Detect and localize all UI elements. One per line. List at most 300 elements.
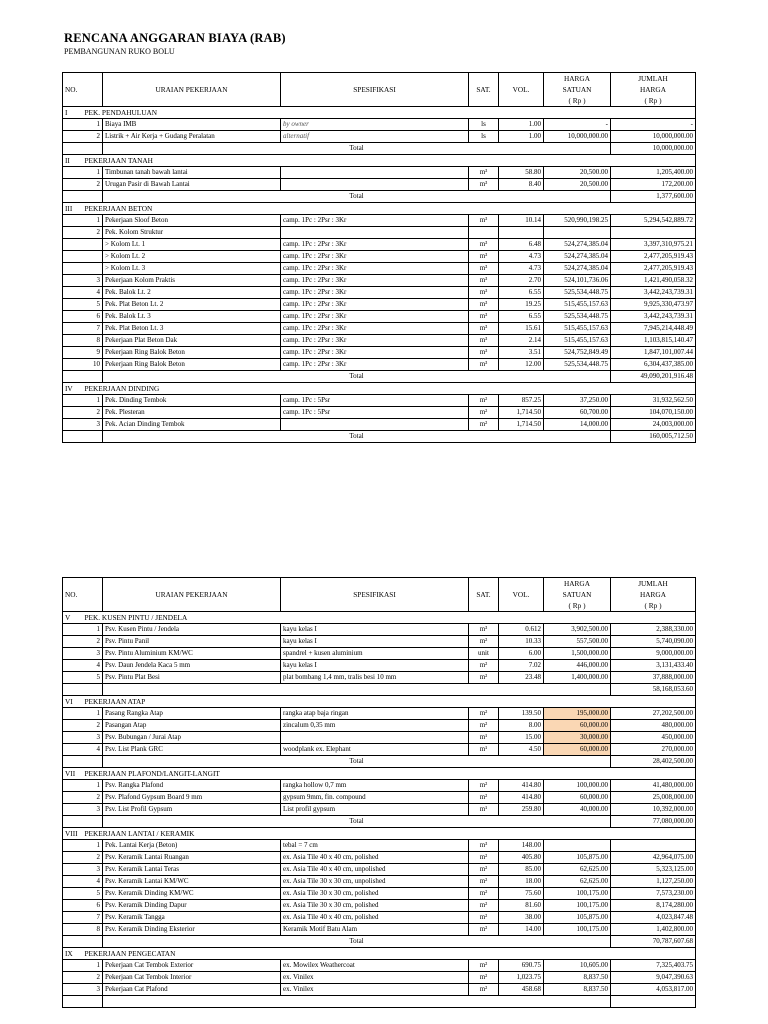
section-code: I [63, 107, 83, 119]
header-harga-line: HARGA [564, 74, 590, 83]
row-item: Psv. Keramik Dinding KM/WC [103, 888, 281, 900]
row-spec: camp. 1Pc : 2Psr : 3Kr [281, 275, 469, 287]
row-spacer [63, 660, 83, 672]
section-row [63, 612, 696, 624]
row-unit-price: 515,455,157.63 [544, 335, 611, 347]
table-row [63, 624, 696, 636]
row-spec: rangka hollow 0,7 mm [281, 780, 469, 792]
row-spacer [63, 924, 83, 936]
document-subtitle: PEMBANGUNAN RUKO BOLU [64, 47, 175, 56]
row-item: Psv. Plafond Gypsum Board 9 mm [103, 792, 281, 804]
row-unit-price: 20,500.00 [544, 167, 611, 179]
row-no: 2 [83, 972, 103, 984]
row-no: 5 [83, 672, 103, 684]
header-spesifikasi: SPESIFIKASI [281, 73, 469, 107]
row-item: Pekerjaan Sloof Beton [103, 215, 281, 227]
row-amount: 2,388,330.00 [611, 624, 696, 636]
row-unit-price: 515,455,157.63 [544, 299, 611, 311]
table-row [63, 708, 696, 720]
row-unit: m³ [469, 239, 499, 251]
table-row [63, 780, 696, 792]
row-unit: m² [469, 672, 499, 684]
row-unit: m³ [469, 347, 499, 359]
row-item: > Kolom Lt. 2 [103, 251, 281, 263]
row-item: > Kolom Lt. 1 [103, 239, 281, 251]
total-row [63, 431, 696, 443]
row-volume: 58.80 [499, 167, 544, 179]
row-volume: 75.60 [499, 888, 544, 900]
row-spacer [63, 720, 83, 732]
row-unit: m² [469, 972, 499, 984]
row-amount: 9,000,000.00 [611, 648, 696, 660]
total-row [63, 684, 696, 696]
row-unit-price: 60,700.00 [544, 407, 611, 419]
row-volume: 19.25 [499, 299, 544, 311]
row-no: 1 [83, 215, 103, 227]
row-spec: ex. Asia Tile 40 x 40 cm, polished [281, 852, 469, 864]
row-unit: m² [469, 924, 499, 936]
table-row [63, 275, 696, 287]
row-amount: 3,442,243,739.31 [611, 311, 696, 323]
row-unit-price: 60,000.00 [544, 744, 611, 756]
row-no: 3 [83, 732, 103, 744]
row-unit-price: 524,752,849.49 [544, 347, 611, 359]
header-jumlah-line: HARGA [640, 590, 666, 599]
row-item: Pekerjaan Ring Balok Beton [103, 347, 281, 359]
section-name: PEKERJAAN PENGECATAN [83, 948, 696, 960]
header-spesifikasi: SPESIFIKASI [281, 578, 469, 612]
row-unit-price [544, 840, 611, 852]
row-unit: m³ [469, 179, 499, 191]
row-spec [281, 167, 469, 179]
row-no: 4 [83, 744, 103, 756]
row-amount: 3,131,433.40 [611, 660, 696, 672]
section-row [63, 948, 696, 960]
row-volume: 4.50 [499, 744, 544, 756]
row-spec: ex. Mowilex Weathercoat [281, 960, 469, 972]
row-unit-price: 14,000.00 [544, 419, 611, 431]
row-item: Pek. Plat Beton Lt. 3 [103, 323, 281, 335]
header-sat: SAT. [469, 73, 499, 107]
row-amount: 1,205,400.00 [611, 167, 696, 179]
row-amount: 450,000.00 [611, 732, 696, 744]
row-unit-price: 195,000.00 [544, 708, 611, 720]
row-unit-price: 20,500.00 [544, 179, 611, 191]
total-row [63, 996, 696, 1008]
total-label: Total [103, 936, 611, 948]
row-amount: 7,573,230.00 [611, 888, 696, 900]
row-spec [281, 732, 469, 744]
table-row [63, 227, 696, 239]
table-row [63, 840, 696, 852]
row-no: 10 [83, 359, 103, 371]
row-item: Pek. Balok Lt. 3 [103, 311, 281, 323]
row-no: 2 [83, 720, 103, 732]
row-no: 5 [83, 299, 103, 311]
row-volume: 2.14 [499, 335, 544, 347]
row-unit-price: 62,625.00 [544, 864, 611, 876]
table-row [63, 660, 696, 672]
row-item: Pasang Rangka Atap [103, 708, 281, 720]
row-unit: ls [469, 119, 499, 131]
row-volume: 0.612 [499, 624, 544, 636]
row-unit-price: 100,175.00 [544, 888, 611, 900]
row-spec: camp. 1Pc : 2Psr : 3Kr [281, 311, 469, 323]
row-item: Pek. Plesteran [103, 407, 281, 419]
row-unit: m² [469, 780, 499, 792]
row-item: Pek. Plat Beton Lt. 2 [103, 299, 281, 311]
row-spec: camp. 1Pc : 2Psr : 3Kr [281, 347, 469, 359]
row-spacer [63, 287, 83, 299]
row-unit: m² [469, 395, 499, 407]
row-unit: m² [469, 720, 499, 732]
section-name: PEK. PENDAHULUAN [83, 107, 696, 119]
row-spacer [63, 227, 83, 239]
total-row [63, 371, 696, 383]
row-unit: m² [469, 636, 499, 648]
row-no: 7 [83, 323, 103, 335]
table-row [63, 263, 696, 275]
row-unit: m³ [469, 359, 499, 371]
row-item: Pekerjaan Plat Beton Dak [103, 335, 281, 347]
header-jumlah-line: ( Rp ) [644, 96, 662, 105]
total-row [63, 143, 696, 155]
row-unit: m³ [469, 311, 499, 323]
section-code: VIII [63, 828, 83, 840]
row-amount: 9,047,390.63 [611, 972, 696, 984]
row-spacer [63, 239, 83, 251]
row-no: 2 [83, 636, 103, 648]
row-unit-price: 8,837.50 [544, 984, 611, 996]
row-no [83, 251, 103, 263]
row-spec: ex. Vinilex [281, 984, 469, 996]
header-sat: SAT. [469, 578, 499, 612]
table-row [63, 804, 696, 816]
total-value: 28,402,500.00 [611, 756, 696, 768]
row-unit-price: - [544, 119, 611, 131]
row-amount: 42,964,075.00 [611, 852, 696, 864]
row-spec: ex. Asia Tile 30 x 30 cm, polished [281, 888, 469, 900]
row-amount: 3,442,243,739.31 [611, 287, 696, 299]
header-jumlah-harga [611, 578, 696, 612]
row-spacer [63, 804, 83, 816]
header-row [63, 73, 696, 107]
row-spec: zincalum 0,35 mm [281, 720, 469, 732]
header-harga-line: SATUAN [562, 590, 592, 599]
row-unit-price: 525,534,448.75 [544, 359, 611, 371]
row-item: Psv. Keramik Tangga [103, 912, 281, 924]
row-spacer [63, 732, 83, 744]
table-row [63, 876, 696, 888]
row-unit: ls [469, 131, 499, 143]
table-row [63, 131, 696, 143]
row-spacer [63, 335, 83, 347]
row-amount: 104,070,150.00 [611, 407, 696, 419]
row-item: Psv. Pintu Plat Besi [103, 672, 281, 684]
header-jumlah-line: JUMLAH [638, 74, 668, 83]
row-volume: 15.61 [499, 323, 544, 335]
row-volume: 10.14 [499, 215, 544, 227]
row-unit-price: 525,534,448.75 [544, 287, 611, 299]
row-amount: 27,202,500.00 [611, 708, 696, 720]
row-spec: ex. Vinilex [281, 972, 469, 984]
row-spec: gypsum 9mm, fin. compound [281, 792, 469, 804]
row-spacer [63, 888, 83, 900]
row-unit-price: 557,500.00 [544, 636, 611, 648]
table-row [63, 347, 696, 359]
row-no: 1 [83, 960, 103, 972]
row-spec: camp. 1Pc : 2Psr : 3Kr [281, 299, 469, 311]
header-uraian: URAIAN PEKERJAAN [103, 578, 281, 612]
row-spacer [63, 323, 83, 335]
row-volume: 23.48 [499, 672, 544, 684]
row-amount: 7,945,214,448.49 [611, 323, 696, 335]
row-spacer [63, 624, 83, 636]
row-unit-price: 100,175.00 [544, 900, 611, 912]
row-amount: 41,480,000.00 [611, 780, 696, 792]
row-spec: rangka atap baja ringan [281, 708, 469, 720]
row-unit: m² [469, 852, 499, 864]
row-item: Pek. Kolom Struktur [103, 227, 281, 239]
row-volume: 8.00 [499, 720, 544, 732]
row-volume: 15.00 [499, 732, 544, 744]
row-spec: camp. 1Pc : 2Psr : 3Kr [281, 335, 469, 347]
row-spacer [63, 960, 83, 972]
section-name: PEKERJAAN LANTAI / KERAMIK [83, 828, 696, 840]
row-spacer [63, 744, 83, 756]
row-no: 1 [83, 708, 103, 720]
row-spec: ex. Asia Tile 30 x 30 cm, unpolished [281, 876, 469, 888]
header-no: NO. [63, 73, 103, 107]
row-volume: 14.00 [499, 924, 544, 936]
row-item: Psv. Bubungan / Jurai Atap [103, 732, 281, 744]
row-unit: m² [469, 864, 499, 876]
row-no: 4 [83, 876, 103, 888]
row-item: Pekerjaan Ring Balok Beton [103, 359, 281, 371]
total-label: Total [103, 191, 611, 203]
row-unit-price: 37,250.00 [544, 395, 611, 407]
row-no: 1 [83, 119, 103, 131]
row-volume: 6.48 [499, 239, 544, 251]
total-label [103, 684, 611, 696]
row-volume: 148.00 [499, 840, 544, 852]
row-amount: 10,392,000.00 [611, 804, 696, 816]
header-harga-line: ( Rp ) [568, 96, 586, 105]
row-spec [281, 179, 469, 191]
row-item: Pekerjaan Kolom Praktis [103, 275, 281, 287]
row-no: 4 [83, 287, 103, 299]
row-unit: m³ [469, 275, 499, 287]
row-unit-price: 105,875.00 [544, 852, 611, 864]
header-jumlah-line: HARGA [640, 85, 666, 94]
row-amount: 5,323,125.00 [611, 864, 696, 876]
total-value: 58,168,053.60 [611, 684, 696, 696]
row-unit-price: 10,000,000.00 [544, 131, 611, 143]
header-uraian: URAIAN PEKERJAAN [103, 73, 281, 107]
row-unit: m³ [469, 335, 499, 347]
section-code: II [63, 155, 83, 167]
row-spacer [63, 215, 83, 227]
row-no: 7 [83, 912, 103, 924]
total-value: 160,005,712.50 [611, 431, 696, 443]
table-row [63, 299, 696, 311]
total-row [63, 756, 696, 768]
row-item: Pasangan Atap [103, 720, 281, 732]
row-spacer [63, 407, 83, 419]
rab-table-2 [62, 577, 696, 1008]
row-amount [611, 227, 696, 239]
row-spacer [63, 792, 83, 804]
row-no: 3 [83, 804, 103, 816]
row-spacer [63, 636, 83, 648]
total-value: 1,377,600.00 [611, 191, 696, 203]
row-unit: m³ [469, 323, 499, 335]
row-unit-price: 525,534,448.75 [544, 311, 611, 323]
row-unit: m¹ [469, 744, 499, 756]
row-spacer [63, 672, 83, 684]
row-unit-price: 40,000.00 [544, 804, 611, 816]
row-volume [499, 227, 544, 239]
row-spec: spandrel + kusen aluminium [281, 648, 469, 660]
row-volume: 4.73 [499, 251, 544, 263]
row-volume: 405.80 [499, 852, 544, 864]
row-amount: 5,294,542,889.72 [611, 215, 696, 227]
row-amount: 4,023,847.48 [611, 912, 696, 924]
rab-table-1 [62, 72, 696, 443]
row-item: Psv. List Profil Gypsum [103, 804, 281, 816]
row-volume: 1.00 [499, 119, 544, 131]
row-unit: m² [469, 792, 499, 804]
total-label: Total [103, 143, 611, 155]
row-unit-price: 515,455,157.63 [544, 323, 611, 335]
row-volume: 7.02 [499, 660, 544, 672]
row-spec: kayu kelas I [281, 660, 469, 672]
row-item: > Kolom Lt. 3 [103, 263, 281, 275]
row-spacer [63, 876, 83, 888]
row-unit: m³ [469, 299, 499, 311]
row-spacer [63, 359, 83, 371]
header-harga-line: HARGA [564, 579, 590, 588]
row-unit-price [544, 227, 611, 239]
row-unit: m² [469, 888, 499, 900]
row-amount: 2,477,205,919.43 [611, 263, 696, 275]
row-no: 1 [83, 395, 103, 407]
section-row [63, 768, 696, 780]
row-unit: m³ [469, 263, 499, 275]
table-row [63, 744, 696, 756]
row-spec: plat bombang 1,4 mm, tralis besi 10 mm [281, 672, 469, 684]
row-no: 6 [83, 900, 103, 912]
row-no: 3 [83, 984, 103, 996]
total-value: 70,787,607.68 [611, 936, 696, 948]
row-volume: 1.00 [499, 131, 544, 143]
row-spec: kayu kelas I [281, 624, 469, 636]
row-spec: camp. 1Pc : 2Psr : 3Kr [281, 215, 469, 227]
table-row [63, 215, 696, 227]
row-amount: 480,000.00 [611, 720, 696, 732]
table-row [63, 924, 696, 936]
row-item: Psv. Daun Jendela Kaca 5 mm [103, 660, 281, 672]
total-spacer [63, 431, 103, 443]
row-spacer [63, 311, 83, 323]
row-volume: 8.40 [499, 179, 544, 191]
total-spacer [63, 143, 103, 155]
header-jumlah-harga [611, 73, 696, 107]
row-volume: 18.00 [499, 876, 544, 888]
row-no: 8 [83, 335, 103, 347]
section-row [63, 696, 696, 708]
table-row [63, 167, 696, 179]
row-volume: 259.80 [499, 804, 544, 816]
row-amount: 1,127,250.00 [611, 876, 696, 888]
row-spacer [63, 984, 83, 996]
row-unit: m¹ [469, 732, 499, 744]
row-unit: m³ [469, 840, 499, 852]
row-spacer [63, 275, 83, 287]
row-no: 3 [83, 648, 103, 660]
row-spec: camp. 1Pc : 2Psr : 3Kr [281, 359, 469, 371]
row-unit-price: 8,837.50 [544, 972, 611, 984]
row-spacer [63, 119, 83, 131]
row-amount: 9,925,330,473.97 [611, 299, 696, 311]
row-amount: 270,000.00 [611, 744, 696, 756]
section-code: VII [63, 768, 83, 780]
total-row [63, 191, 696, 203]
row-no: 2 [83, 179, 103, 191]
row-volume: 10.33 [499, 636, 544, 648]
section-name: PEKERJAAN TANAH [83, 155, 696, 167]
row-amount: 5,740,090.00 [611, 636, 696, 648]
row-spacer [63, 263, 83, 275]
table-row [63, 864, 696, 876]
row-amount: 172,200.00 [611, 179, 696, 191]
header-vol: VOL. [499, 73, 544, 107]
row-amount: 2,477,205,919.43 [611, 251, 696, 263]
row-unit-price: 1,500,000.00 [544, 648, 611, 660]
row-unit: m² [469, 912, 499, 924]
row-unit: m³ [469, 624, 499, 636]
document-title: RENCANA ANGGARAN BIAYA (RAB) [64, 31, 286, 45]
row-item: Timbunan tanah bawah lantai [103, 167, 281, 179]
row-unit-price: 62,625.00 [544, 876, 611, 888]
row-unit: m² [469, 419, 499, 431]
row-amount [611, 840, 696, 852]
row-spec: camp. 1Pc : 2Psr : 3Kr [281, 239, 469, 251]
section-name: PEK. KUSEN PINTU / JENDELA [83, 612, 696, 624]
row-amount: 10,000,000.00 [611, 131, 696, 143]
header-harga-satuan [544, 578, 611, 612]
total-spacer [63, 936, 103, 948]
total-value [611, 996, 696, 1008]
row-no: 3 [83, 864, 103, 876]
row-no: 6 [83, 311, 103, 323]
row-unit: m³ [469, 167, 499, 179]
row-volume: 4.73 [499, 263, 544, 275]
row-unit-price: 3,902,500.00 [544, 624, 611, 636]
row-unit-price: 520,990,198.25 [544, 215, 611, 227]
row-spec: kayu kelas I [281, 636, 469, 648]
row-spacer [63, 780, 83, 792]
table-row [63, 407, 696, 419]
row-spec: camp. 1Pc : 2Psr : 3Kr [281, 251, 469, 263]
row-volume: 3.51 [499, 347, 544, 359]
table-row [63, 720, 696, 732]
row-amount: 31,932,562.50 [611, 395, 696, 407]
table-row [63, 323, 696, 335]
table-row [63, 636, 696, 648]
row-item: Pekerjaan Cat Tembok Exterior [103, 960, 281, 972]
total-spacer [63, 816, 103, 828]
